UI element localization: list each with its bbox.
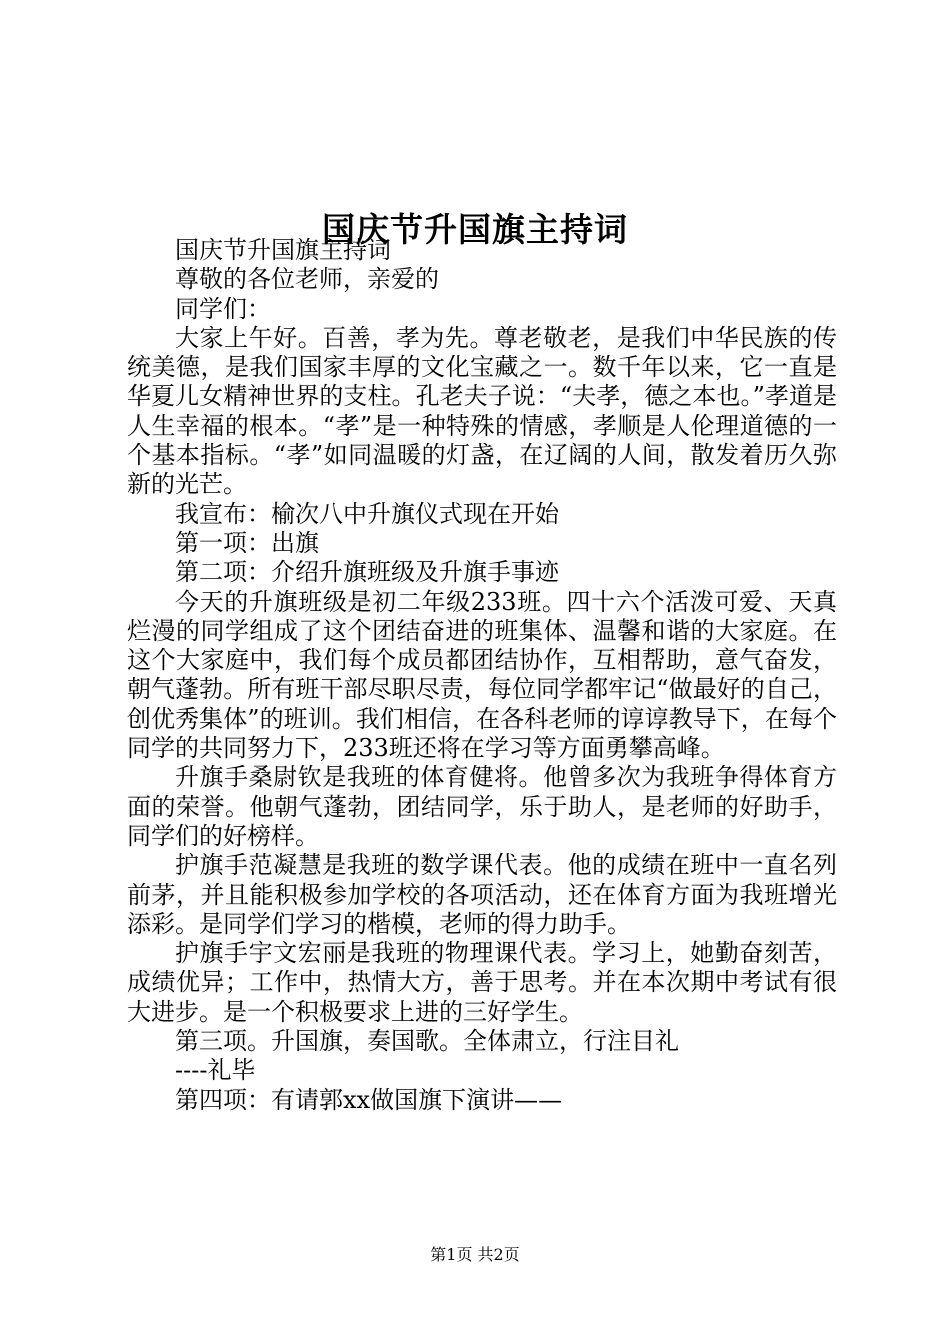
paragraph-flag-guard-2: 护旗手宇文宏丽是我班的物理课代表。学习上，她勤奋刻苦，成绩优异；工作中，热情大方，善于思考。并在本次期中考试有很大进步。是一个积极要求上进的三好学生。 <box>127 939 837 1026</box>
paragraph-announcement: 我宣布：榆次八中升旗仪式现在开始 <box>175 499 559 528</box>
paragraph-item-4: 第四项：有请郭xx做国旗下演讲—— <box>175 1085 563 1114</box>
paragraph-greeting-cont: 同学们： <box>175 294 271 323</box>
paragraph-opening: 大家上午好。百善，孝为先。尊老敬老，是我们中华民族的传统美德，是我们国家丰厚的文化宝藏之一。数千年以来，它一直是华夏儿女精神世界的支柱。孔老夫子说：“夫孝，德之本也。”孝道是人生幸福的根本。“孝”是一种特殊的情感，孝顺是人伦理道德的一个基本指标。“孝”如同温暖的灯盏，在辽阔的人间，散发着历久弥新的光芒。 <box>127 323 837 499</box>
document-title: 国庆节升国旗主持词 <box>322 210 628 250</box>
paragraph-item-1: 第一项：出旗 <box>175 528 319 557</box>
paragraph-flag-guard-1: 护旗手范凝慧是我班的数学课代表。他的成绩在班中一直名列前茅，并且能积极参加学校的各项活动，还在体育方面为我班增光添彩。是同学们学习的楷模，老师的得力助手。 <box>127 851 837 938</box>
document-body <box>127 236 837 1115</box>
paragraph-greeting: 尊敬的各位老师，亲爱的 <box>175 265 439 294</box>
paragraph-heading-repeat: 国庆节升国旗主持词 <box>175 236 391 264</box>
page-footer: 第1页 共2页 <box>430 1245 520 1264</box>
paragraph-ceremony-end: ----礼毕 <box>175 1056 256 1085</box>
paragraph-item-2: 第二项：介绍升旗班级及升旗手事迹 <box>175 558 559 587</box>
paragraph-flag-raiser: 升旗手桑尉钦是我班的体育健将。他曾多次为我班争得体育方面的荣誉。他朝气蓬勃，团结同学，乐于助人，是老师的好助手，同学们的好榜样。 <box>127 763 837 850</box>
paragraph-item-3: 第三项。升国旗，奏国歌。全体肃立，行注目礼 <box>175 1027 679 1056</box>
paragraph-class-intro: 今天的升旗班级是初二年级233班。四十六个活泼可爱、天真烂漫的同学组成了这个团结奋进的班集体、温馨和谐的大家庭。在这个大家庭中，我们每个成员都团结协作，互相帮助，意气奋发，朝气蓬勃。所有班干部尽职尽责，每位同学都牢记“做最好的自己，创优秀集体”的班训。我们相信，在各科老师的谆谆教导下，在每个同学的共同努力下，233班还将在学习等方面勇攀高峰。 <box>127 587 837 763</box>
